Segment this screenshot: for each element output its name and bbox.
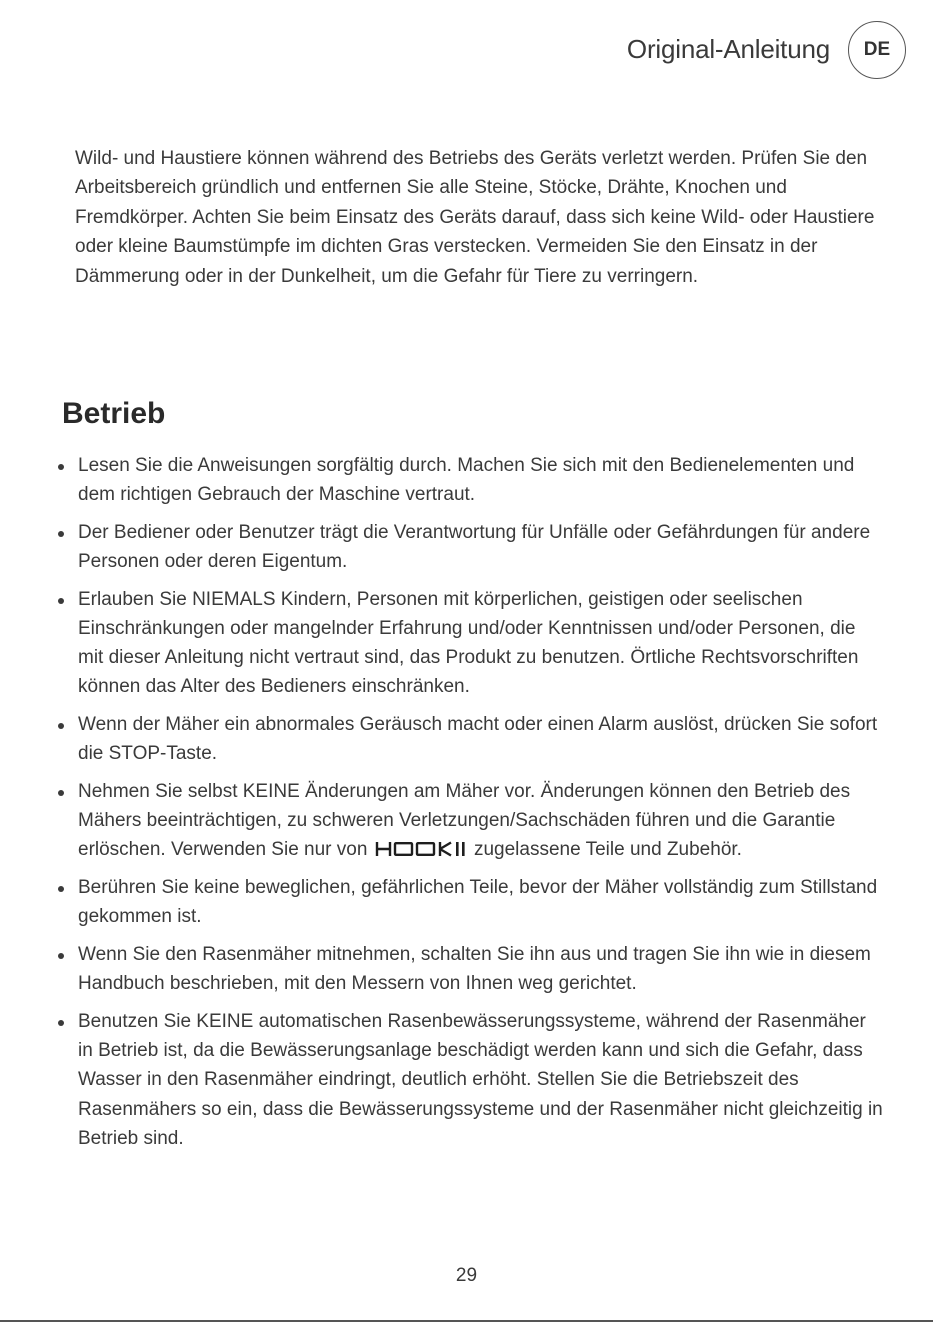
hookii-brand-logo [375,841,467,857]
intro-paragraph: Wild- und Haustiere können während des Betriebs des Geräts verletzt werden. Prüfen Sie den Arbeitsbereich gründlich und entfernen Sie alle Steine, Stöcke, Drähte, Knochen und Fremdkörper. Achten Sie beim Einsatz des Geräts darauf, dass sich keine Wild- oder Haustiere oder kleine Baumstümpfe im dichten Gras verstecken. Vermeiden Sie den Einsatz in der Dämmerung oder in der Dunkelheit, um die Gefahr für Tiere zu verringern. [75,148,875,287]
bullet-item [55,777,885,865]
language-badge: DE [848,21,906,79]
bullet-item: Der Bediener oder Benutzer trägt die Verantwortung für Unfälle oder Gefährdungen für andere Personen oder deren Eigentum. [55,518,885,576]
document-title: Original-Anleitung [626,34,830,64]
bullet-item: Benutzen Sie KEINE automatischen Rasenbewässerungssysteme, während der Rasenmäher in Betrieb ist, da die Bewässerungsanlage beschädigt werden kann und sich die Gefahr, dass Wasser in den Rasenmäher eindringt, deutlich erhöht. Stellen Sie die Betriebszeit des Rasenmähers so ein, dass die Bewässerungssysteme und der Rasenmäher nicht gleichzeitig in Betrieb sind. [55,1007,885,1153]
page-bottom-divider [0,1320,933,1322]
section-title: Betrieb [62,397,166,430]
bullet-item: Wenn der Mäher ein abnormales Geräusch macht oder einen Alarm auslöst, drücken Sie sofort die STOP-Taste. [55,710,885,768]
bullet-item: Berühren Sie keine beweglichen, gefährlichen Teile, bevor der Mäher vollständig zum Stillstand gekommen ist. [55,873,885,931]
bullet-text-before-brand: Nehmen Sie selbst KEINE Änderungen am Mäher vor. Änderungen können den Betrieb des Mähers beeinträchtigen, zu schweren Verletzungen/Sachschäden führen und die Garantie erlöschen. Verwenden Sie nur von [78,781,851,861]
page-number: 29 [455,1265,478,1286]
bullet-item: Erlauben Sie NIEMALS Kindern, Personen mit körperlichen, geistigen oder seelischen Einschränkungen oder mangelnder Erfahrung und/oder Kenntnissen und/oder Personen, die mit dieser Anleitung nicht vertraut sind, das Produkt zu benutzen. Örtliche Rechtsvorschriften können das Alter des Bedieners einschränken. [55,585,885,702]
bullet-item: Lesen Sie die Anweisungen sorgfältig durch. Machen Sie sich mit den Bedienelementen und dem richtigen Gebrauch der Maschine vertraut. [55,451,885,509]
bullet-item: Wenn Sie den Rasenmäher mitnehmen, schalten Sie ihn aus und tragen Sie ihn wie in diesem Handbuch beschrieben, mit den Messern von Ihnen weg gerichtet. [55,940,885,998]
bullet-text-after-brand: zugelassene Teile und Zubehör. [473,839,742,861]
operation-bullet-list [55,451,885,1161]
